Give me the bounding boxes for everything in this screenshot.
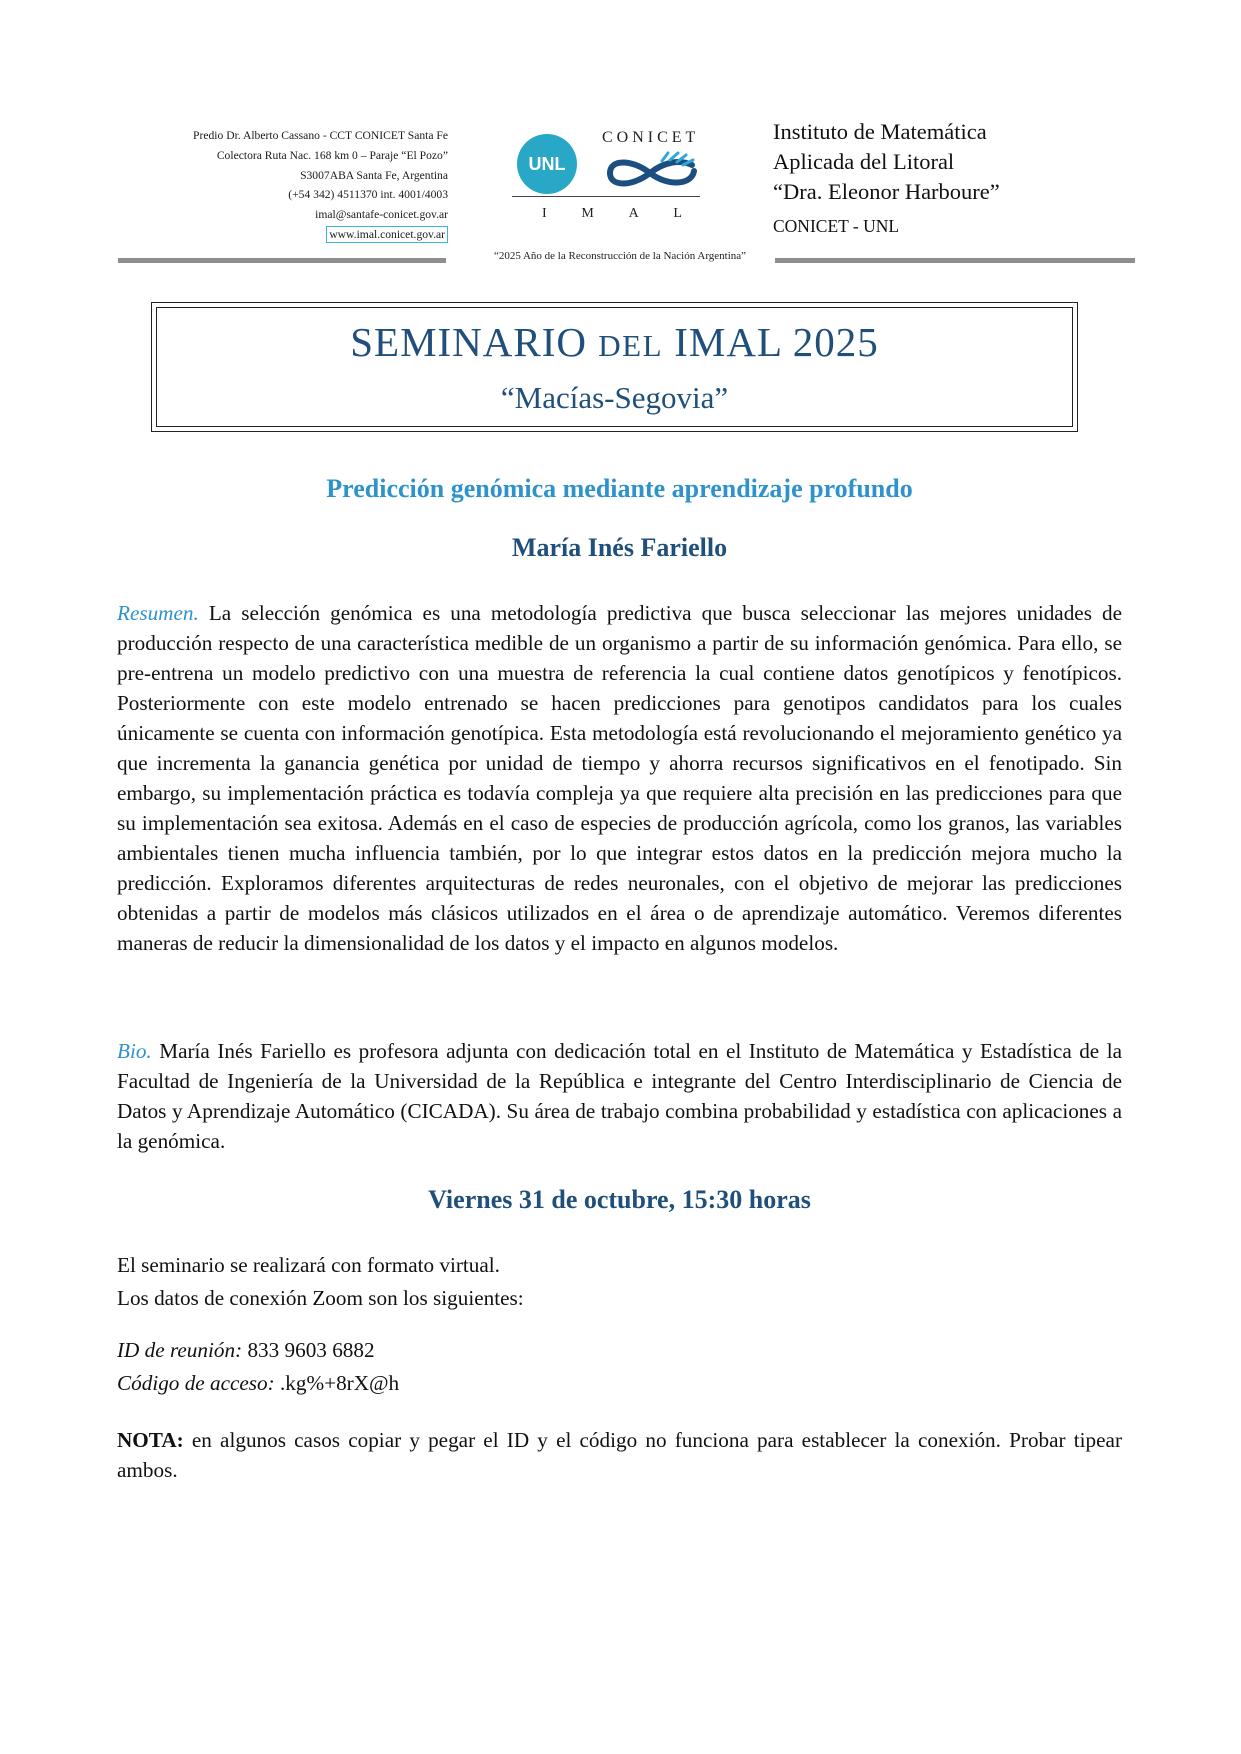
connection-intro: Los datos de conexión Zoom son los siguientes: [117, 1286, 524, 1310]
meeting-id-row [117, 1338, 375, 1363]
imal-letter: L [673, 206, 682, 221]
logo-divider [512, 196, 700, 197]
conicet-wordmark: CONICET [602, 129, 700, 146]
phone-line: (+54 342) 4511370 int. 4001/4003 [288, 188, 448, 202]
access-code-row [117, 1371, 399, 1396]
note-text: en algunos casos copiar y pegar el ID y el código no funciona para establecer la conexión. Probar tipear ambos. [117, 1428, 1123, 1482]
seminar-title-word: IMAL 2025 [674, 319, 879, 365]
address-line: Colectora Ruta Nac. 168 km 0 – Paraje “El Pozo” [216, 148, 448, 162]
seminar-title-word: SEMINARIO [350, 319, 588, 365]
seminar-date: Viernes 31 de octubre, 15:30 horas [428, 1185, 811, 1214]
institute-line: Aplicada del Litoral [773, 149, 955, 174]
unl-logo: UNL [517, 134, 577, 194]
note-label: NOTA: [117, 1428, 184, 1452]
imal-logo [512, 126, 712, 226]
year-motto: “2025 Año de la Reconstrucción de la Nación Argentina” [493, 250, 747, 262]
meeting-id-value: 833 9603 6882 [247, 1338, 375, 1362]
institute-affiliation: CONICET - UNL [773, 216, 900, 236]
institute-line: “Dra. Eleonor Harboure” [773, 179, 1000, 204]
website-link[interactable]: www.imal.conicet.gov.ar [326, 226, 448, 243]
seminar-subtitle: “Macías-Segovia” [500, 380, 729, 415]
meeting-id-label: ID de reunión: [117, 1338, 243, 1362]
abstract-label: Resumen. [117, 601, 199, 625]
abstract-paragraph [117, 598, 1122, 958]
address-block [118, 126, 448, 245]
header-rule-left [118, 258, 446, 263]
conicet-infinity-icon [602, 151, 702, 191]
speaker-name: María Inés Fariello [511, 533, 728, 562]
access-code-label: Código de acceso: [117, 1371, 275, 1395]
imal-letters [542, 206, 682, 222]
bio-paragraph [117, 1036, 1122, 1156]
address-line: S3007ABA Santa Fe, Argentina [300, 168, 448, 182]
address-line: Predio Dr. Alberto Cassano - CCT CONICET Santa Fe [193, 129, 448, 142]
header-rule-right [775, 258, 1135, 263]
imal-letter: I [542, 206, 547, 221]
bio-label: Bio. [117, 1039, 152, 1063]
note-paragraph [117, 1425, 1122, 1485]
institute-line: Instituto de Matemática [773, 119, 987, 144]
format-line: El seminario se realizará con formato virtual. [117, 1253, 500, 1277]
access-code-value: .kg%+8rX@h [279, 1371, 400, 1395]
talk-title: Predicción genómica mediante aprendizaje profundo [326, 474, 913, 503]
imal-letter: M [581, 206, 594, 221]
seminar-title [151, 318, 1078, 366]
abstract-text: La selección genómica es una metodología predictiva que busca seleccionar las mejores unidades de producción respecto de una característica medible de un organismo a partir de su información genómica. Para ello, se pre-entrena un modelo predictivo con una muestra de referencia la cual contiene datos genotípicos y fenotípicos. Posteriormente con este modelo entrenado se hacen predicciones para genotipos candidatos para los cuales únicamente se cuenta con información genotípica. Esta metodología está revolucionando el mejoramiento genético ya que incrementa la ganancia genética por unidad de tiempo y ahorra recursos significativos en el fenotipado. Sin embargo, su implementación práctica es todavía compleja ya que requiere alta precisión en las predicciones para que su implementación sea exitosa. Además en el caso de especies de producción agrícola, como los granos, las variables ambientales tienen mucha influencia también, por lo que integrar estos datos en la predicción mejora mucho la predicción. Exploramos diferentes arquitecturas de redes neuronales, con el objetivo de mejorar las predicciones obtenidas a partir de modelos más clásicos utilizados en el área o de aprendizaje automático. Veremos diferentes maneras de reducir la dimensionalidad de los datos y el impacto en algunos modelos. [117, 601, 1122, 955]
imal-letter: A [628, 206, 639, 221]
bio-text: María Inés Fariello es profesora adjunta con dedicación total en el Instituto de Matemática y Estadística de la Facultad de Ingeniería de la Universidad de la República e integrante del Centro Interdisciplinario de Ciencia de Datos y Aprendizaje Automático (CICADA). Su área de trabajo combina probabilidad y estadística con aplicaciones a la genómica. [117, 1039, 1122, 1153]
email-line: imal@santafe-conicet.gov.ar [315, 208, 448, 222]
seminar-title-word: DEL [598, 328, 664, 363]
institute-name [773, 117, 1000, 241]
